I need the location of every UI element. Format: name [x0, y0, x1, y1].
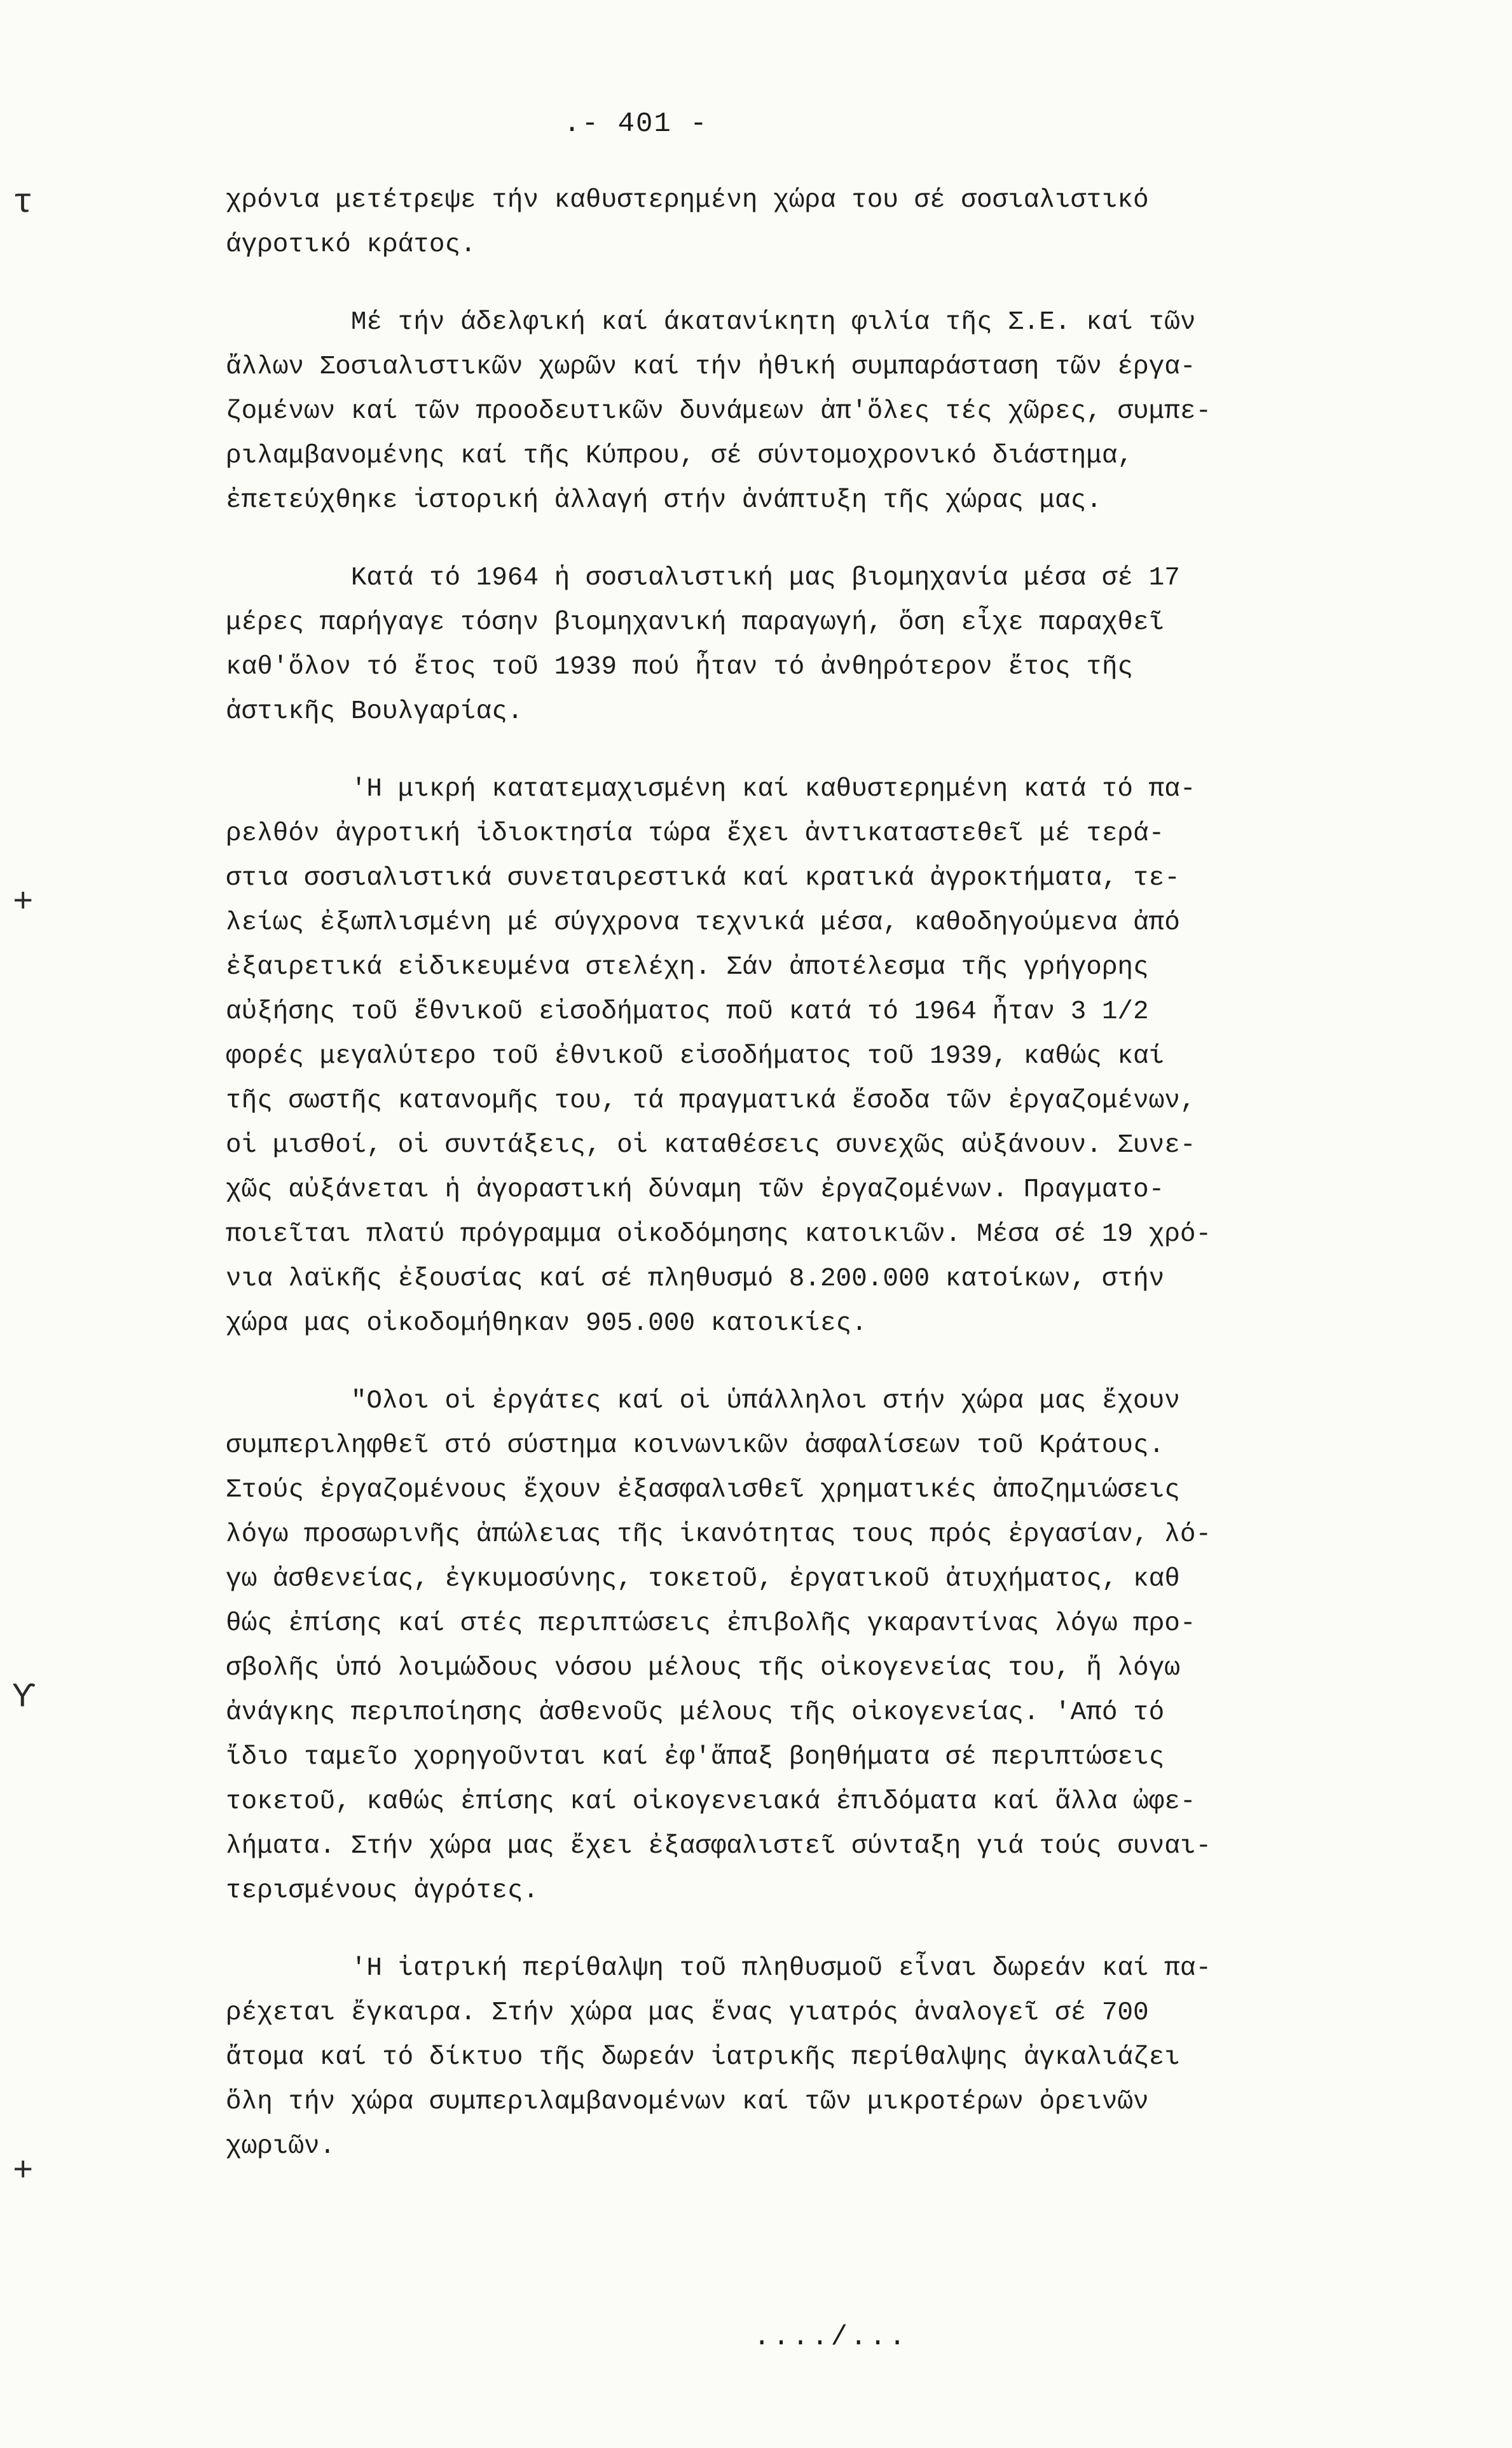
text-line: χώρα μας οἰκοδομήθηκαν 905.000 κατοικίες.: [226, 1309, 867, 1338]
text-line: αὐξήσης τοῦ ἔθνικοῦ εἰσοδήματος ποῦ κατά τό 1964 ἦταν 3 1/2: [226, 997, 1149, 1027]
paragraph-5: [226, 1379, 1329, 1913]
paragraph-6: [226, 1946, 1329, 2169]
margin-mark-3: ϒ: [13, 1678, 34, 1717]
paragraph-3: [226, 556, 1329, 734]
text-line: Κατά τό 1964 ἡ σοσιαλιστική μας βιομηχανία μέσα σέ 17: [226, 564, 1180, 593]
text-line: τοκετοῦ, καθώς ἐπίσης καί οἰκογενειακά ἐπιδόματα καί ἄλλα ὠφε-: [226, 1787, 1196, 1816]
paragraph-2: [226, 300, 1329, 523]
text-line: λόγω προσωρινῆς ἀπώλειας τῆς ἱκανότητας τους πρός ἐργασίαν, λό-: [226, 1520, 1212, 1549]
text-line: λείως ἐξωπλισμένη μέ σύγχρονα τεχνικά μέσα, καθοδηγούμενα ἀπό: [226, 908, 1180, 937]
text-line: "Ολοι οἱ ἐργάτες καί οἱ ὑπάλληλοι στήν χώρα μας ἔχουν: [226, 1387, 1180, 1416]
text-line: μέρες παρήγαγε τόσην βιομηχανική παραγωγή, ὅση εἶχε παραχθεῖ: [226, 608, 1165, 637]
continuation-mark: ..../...: [753, 2321, 909, 2353]
text-line: χῶς αὐξάνεται ἡ ἀγοραστική δύναμη τῶν ἐργαζομένων. Πραγματο-: [226, 1175, 1165, 1205]
text-line: ἀστικῆς Βουλγαρίας.: [226, 697, 523, 726]
text-line: 'Η ἰατρική περίθαλψη τοῦ πληθυσμοῦ εἶναι δωρεάν καί πα-: [226, 1954, 1212, 1983]
text-line: ποιεῖται πλατύ πρόγραμμα οἰκοδόμησης κατοικιῶν. Μέσα σέ 19 χρό-: [226, 1220, 1212, 1249]
paragraph-1: [226, 178, 1329, 267]
text-line: ἐξαιρετικά εἰδικευμένα στελέχη. Σάν ἀποτέλεσμα τῆς γρήγορης: [226, 953, 1149, 982]
text-line: ἀνάγκης περιποίησης ἀσθενοῦς μέλους τῆς οἰκογενείας. 'Από τό: [226, 1698, 1165, 1727]
margin-mark-1: τ: [13, 184, 34, 223]
text-line: ριλαμβανομένης καί τῆς Κύπρου, σέ σύντομοχρονικό διάστημα,: [226, 441, 1134, 471]
text-line: ρελθόν ἀγροτική ἰδιοκτησία τώρα ἔχει ἀντικαταστεθεῖ μέ τερά-: [226, 819, 1165, 848]
text-line: θώς ἐπίσης καί στές περιπτώσεις ἐπιβολῆς γκαραντίνας λόγω προ-: [226, 1609, 1196, 1638]
text-line: στια σοσιαλιστικά συνεταιρεστικά καί κρατικά ἀγροκτήματα, τε-: [226, 864, 1180, 893]
text-line: τῆς σωστῆς κατανομῆς του, τά πραγματικά ἔσοδα τῶν ἐργαζομένων,: [226, 1086, 1196, 1116]
text-line: ζομένων καί τῶν προοδευτικῶν δυνάμεων ἀπ'ὅλες τές χῶρες, συμπε-: [226, 397, 1212, 426]
text-line: ρέχεται ἔγκαιρα. Στήν χώρα μας ἕνας γιατρός ἀναλογεῖ σέ 700: [226, 1998, 1149, 2028]
text-line: ὅλη τήν χώρα συμπεριλαμβανομένων καί τῶν μικροτέρων ὀρεινῶν: [226, 2087, 1149, 2117]
text-line: συμπεριληφθεῖ στό σύστημα κοινωνικῶν ἀσφαλίσεων τοῦ Κράτους.: [226, 1431, 1165, 1460]
text-line: νια λαϊκῆς ἐξουσίας καί σέ πληθυσμό 8.200.000 κατοίκων, στήν: [226, 1264, 1165, 1294]
text-line: ἄλλων Σοσιαλιστικῶν χωρῶν καί τήν ἠθική συμπαράσταση τῶν έργα-: [226, 352, 1196, 382]
text-line: χωριῶν.: [226, 2132, 336, 2161]
text-line: φορές μεγαλύτερο τοῦ ἐθνικοῦ εἰσοδήματος τοῦ 1939, καθώς καί: [226, 1042, 1165, 1071]
document-body: [226, 178, 1329, 2202]
margin-mark-2: +: [13, 883, 34, 922]
page-number: .- 401 -: [563, 108, 708, 140]
text-line: 'Η μικρή κατατεμαχισμένη καί καθυστερημένη κατά τό πα-: [226, 775, 1196, 804]
text-line: σβολῆς ὑπό λοιμώδους νόσου μέλους τῆς οἰκογενείας του, ἤ λόγω: [226, 1654, 1180, 1683]
text-line: χρόνια μετέτρεψε τήν καθυστερημένη χώρα του σέ σοσιαλιστικό: [226, 186, 1149, 215]
text-line: ἄτομα καί τό δίκτυο τῆς δωρεάν ἰατρικῆς περίθαλψης ἀγκαλιάζει: [226, 2043, 1180, 2072]
text-line: Στούς ἐργαζομένους ἔχουν ἐξασφαλισθεῖ χρηματικές ἀποζημιώσεις: [226, 1476, 1180, 1505]
text-line: ἴδιο ταμεῖο χορηγοῦνται καί ἐφ'ἅπαξ βοηθήματα σέ περιπτώσεις: [226, 1743, 1165, 1772]
margin-mark-4: +: [13, 2152, 34, 2191]
text-line: καθ'ὅλον τό ἔτος τοῦ 1939 πού ἦταν τό ἀνθηρότερον ἔτος τῆς: [226, 653, 1134, 682]
text-line: τερισμένους ἀγρότες.: [226, 1876, 539, 1905]
paragraph-4: [226, 767, 1329, 1346]
text-line: ἐπετεύχθηκε ἱστορική ἀλλαγή στήν ἀνάπτυξη τῆς χώρας μας.: [226, 486, 1102, 515]
text-line: γω ἀσθενείας, ἐγκυμοσύνης, τοκετοῦ, ἐργατικοῦ ἀτυχήματος, καθ: [226, 1565, 1180, 1594]
text-line: άγροτικό κράτος.: [226, 230, 476, 259]
text-line: λήματα. Στήν χώρα μας ἔχει ἐξασφαλιστεῖ σύνταξη γιά τούς συναι-: [226, 1832, 1212, 1861]
text-line: οἱ μισθοί, οἱ συντάξεις, οἱ καταθέσεις συνεχῶς αὐξάνουν. Συνε-: [226, 1131, 1196, 1160]
text-line: Μέ τήν άδελφική καί άκατανίκητη φιλία τῆς Σ.Ε. καί τῶν: [226, 308, 1196, 337]
